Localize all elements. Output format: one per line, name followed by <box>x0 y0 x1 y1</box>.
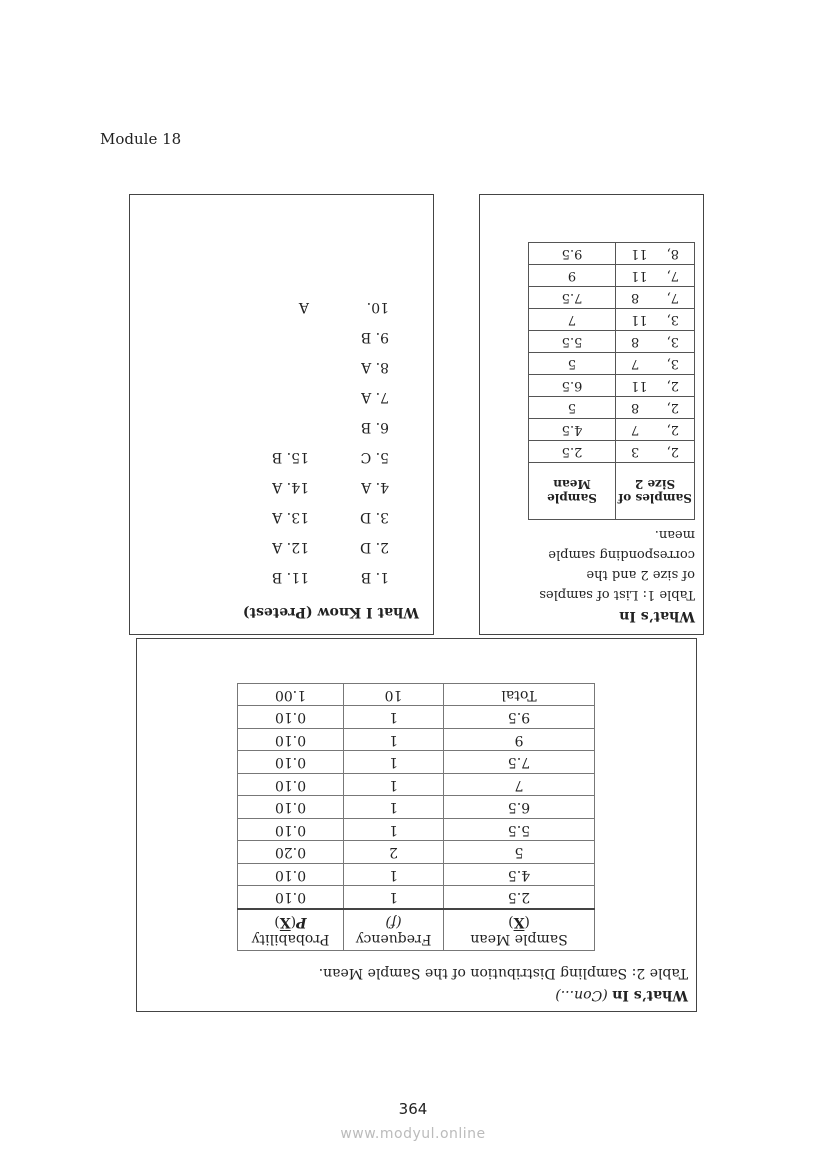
table-row <box>529 419 695 441</box>
frequency-value: 1 <box>344 864 444 887</box>
answer-item: 9. B <box>360 329 389 345</box>
answer-item: 2. D <box>359 539 389 555</box>
frequency-value: 1 <box>344 796 444 819</box>
sample-pair-cell <box>616 353 695 375</box>
sample-second: 8 <box>631 400 640 415</box>
table-row <box>529 375 695 397</box>
sample-mean-cell: 5.5 <box>529 331 616 353</box>
sample-mean-value: 9 <box>444 729 595 752</box>
table-row <box>529 287 695 309</box>
table-row <box>529 243 695 265</box>
frequency-value: 1 <box>344 886 444 909</box>
probability-value: 0.10 <box>238 706 344 729</box>
sample-first: 2, <box>666 444 679 459</box>
watermark: www.modyul.online <box>340 1126 486 1142</box>
frequency-value: 1 <box>344 819 444 842</box>
sample-mean-cell: 5 <box>529 353 616 375</box>
table-row <box>529 309 695 331</box>
frequency-value: 1 <box>344 774 444 797</box>
samples-table <box>528 242 695 520</box>
answer-row <box>144 502 389 532</box>
page-number: 364 <box>398 1100 428 1118</box>
sample-first: 2, <box>666 422 679 437</box>
sample-mean-value: 4.5 <box>444 864 595 887</box>
sample-pair-cell <box>616 397 695 419</box>
frequency-value: 10 <box>344 684 444 707</box>
answer-item: 8. A <box>361 359 389 375</box>
whats-in-box <box>479 194 704 635</box>
answer-row <box>144 352 389 382</box>
p-xbar-symbol: $P(\overline{X})$ <box>274 914 307 930</box>
probability-value: 0.10 <box>238 751 344 774</box>
answer-key-list <box>144 292 389 592</box>
sample-mean-value: 5 <box>444 841 595 864</box>
sample-mean-cell: 6.5 <box>529 375 616 397</box>
caption-line: mean. <box>654 527 695 542</box>
whats-in-continued-box <box>136 638 697 1012</box>
pretest-answer-box <box>129 194 434 635</box>
sample-mean-value: 9.5 <box>444 706 595 729</box>
module-header: Module 18 <box>100 130 182 148</box>
sample-second: 11 <box>631 268 648 283</box>
sample-second: 7 <box>631 422 640 437</box>
frequency-col-header <box>344 909 444 951</box>
answer-item: A <box>298 299 309 315</box>
answer-item: 10. <box>366 299 389 315</box>
sample-pair-cell <box>616 331 695 353</box>
table-row <box>529 353 695 375</box>
sample-mean-value: Total <box>444 684 595 707</box>
continued-suffix: (Con...) <box>555 987 608 1003</box>
answer-row <box>144 472 389 502</box>
answer-row <box>144 292 389 322</box>
sample-mean-cell: 5 <box>529 397 616 419</box>
sample-second: 11 <box>631 246 648 261</box>
sample-mean-cell: 9 <box>529 265 616 287</box>
sample-mean-col-header <box>444 909 595 951</box>
sample-first: 7, <box>666 290 679 305</box>
sample-mean-header: Sample Mean <box>529 463 616 520</box>
sample-mean-value: 2.5 <box>444 886 595 909</box>
sample-second: 11 <box>631 312 648 327</box>
sample-pair-cell <box>616 375 695 397</box>
sample-mean-cell: 7.5 <box>529 287 616 309</box>
table1-caption <box>486 524 695 604</box>
table-row <box>238 729 595 752</box>
sample-first: 2, <box>666 400 679 415</box>
sample-second: 7 <box>631 356 640 371</box>
frequency-value: 1 <box>344 729 444 752</box>
answer-row <box>144 322 389 352</box>
sample-mean-cell: 9.5 <box>529 243 616 265</box>
sample-mean-cell: 7 <box>529 309 616 331</box>
sample-mean-value: 6.5 <box>444 796 595 819</box>
probability-value: 0.10 <box>238 774 344 797</box>
table-row <box>238 819 595 842</box>
probability-value: 1.00 <box>238 684 344 707</box>
answer-row <box>144 382 389 412</box>
probability-value: 0.10 <box>238 819 344 842</box>
probability-value: 0.10 <box>238 886 344 909</box>
frequency-value: 1 <box>344 706 444 729</box>
sample-mean-value: 7 <box>444 774 595 797</box>
table-row <box>238 886 595 909</box>
frequency-value: 1 <box>344 751 444 774</box>
sampling-distribution-table <box>237 683 595 951</box>
frequency-value: 2 <box>344 841 444 864</box>
table-row <box>529 265 695 287</box>
probability-col-header <box>238 909 344 951</box>
table-row <box>529 331 695 353</box>
sample-second: 8 <box>631 334 640 349</box>
answer-item: 3. D <box>359 509 389 525</box>
sample-first: 2, <box>666 378 679 393</box>
probability-value: 0.10 <box>238 729 344 752</box>
sample-pair-cell <box>616 287 695 309</box>
sample-second: 3 <box>631 444 640 459</box>
table-row <box>529 441 695 463</box>
table-row <box>238 684 595 707</box>
table-row <box>238 774 595 797</box>
answer-item: 12. A <box>272 539 309 555</box>
frequency-col-label: Frequency <box>355 931 432 947</box>
answer-item: 6. B <box>360 419 389 435</box>
probability-value: 0.10 <box>238 864 344 887</box>
table-row <box>238 796 595 819</box>
xbar-symbol: $(\overline{X})$ <box>508 914 530 930</box>
pretest-answer-content <box>130 195 433 634</box>
table2-caption: Table 2: Sampling Distribution of the Sample Mean. <box>318 965 688 981</box>
probability-value: 0.10 <box>238 796 344 819</box>
answer-row <box>144 442 389 472</box>
answer-item: 7. A <box>361 389 389 405</box>
caption-line: of size 2 and the <box>586 567 695 582</box>
sample-mean-cell: 2.5 <box>529 441 616 463</box>
answer-row <box>144 532 389 562</box>
table-row <box>238 751 595 774</box>
sample-mean-value: 5.5 <box>444 819 595 842</box>
sample-first: 3, <box>666 312 679 327</box>
answer-item: 11. B <box>271 569 309 585</box>
answer-item: 4. A <box>361 479 389 495</box>
sample-first: 8, <box>666 246 679 261</box>
sample-mean-value: 7.5 <box>444 751 595 774</box>
sample-pair-cell <box>616 441 695 463</box>
sample-pair-cell <box>616 419 695 441</box>
sample-mean-col-label: Sample Mean <box>470 931 568 947</box>
whats-in-continued-heading <box>145 987 688 1003</box>
sample-second: 11 <box>631 378 648 393</box>
sample-first: 7, <box>666 268 679 283</box>
whats-in-continued-content <box>137 639 696 1011</box>
caption-line: Table 1: List of samples <box>539 587 695 602</box>
table-row <box>238 841 595 864</box>
f-symbol: (f) <box>385 914 402 930</box>
table-row <box>238 706 595 729</box>
sample-mean-cell: 4.5 <box>529 419 616 441</box>
sample-first: 3, <box>666 334 679 349</box>
answer-row <box>144 562 389 592</box>
answer-row <box>144 412 389 442</box>
answer-item: 1. B <box>360 569 389 585</box>
answer-item: 15. B <box>271 449 309 465</box>
whats-in-continued-title: What’s In <box>612 987 688 1003</box>
answer-item: 14. A <box>272 479 309 495</box>
whats-in-title: What’s In <box>619 608 695 624</box>
samples-header: Samples of Size 2 <box>616 463 695 520</box>
sample-second: 8 <box>631 290 640 305</box>
answer-item: 5. C <box>360 449 389 465</box>
table-row <box>529 397 695 419</box>
probability-value: 0.20 <box>238 841 344 864</box>
whats-in-content <box>480 195 703 634</box>
probability-col-label: Probability <box>251 931 330 947</box>
table-row <box>238 864 595 887</box>
answer-item: 13. A <box>272 509 309 525</box>
sample-pair-cell <box>616 309 695 331</box>
caption-line: corresponding sample <box>548 547 695 562</box>
sample-pair-cell <box>616 265 695 287</box>
sample-first: 3, <box>666 356 679 371</box>
pretest-title: What I Know (Pretest) <box>242 604 419 620</box>
sample-pair-cell <box>616 243 695 265</box>
